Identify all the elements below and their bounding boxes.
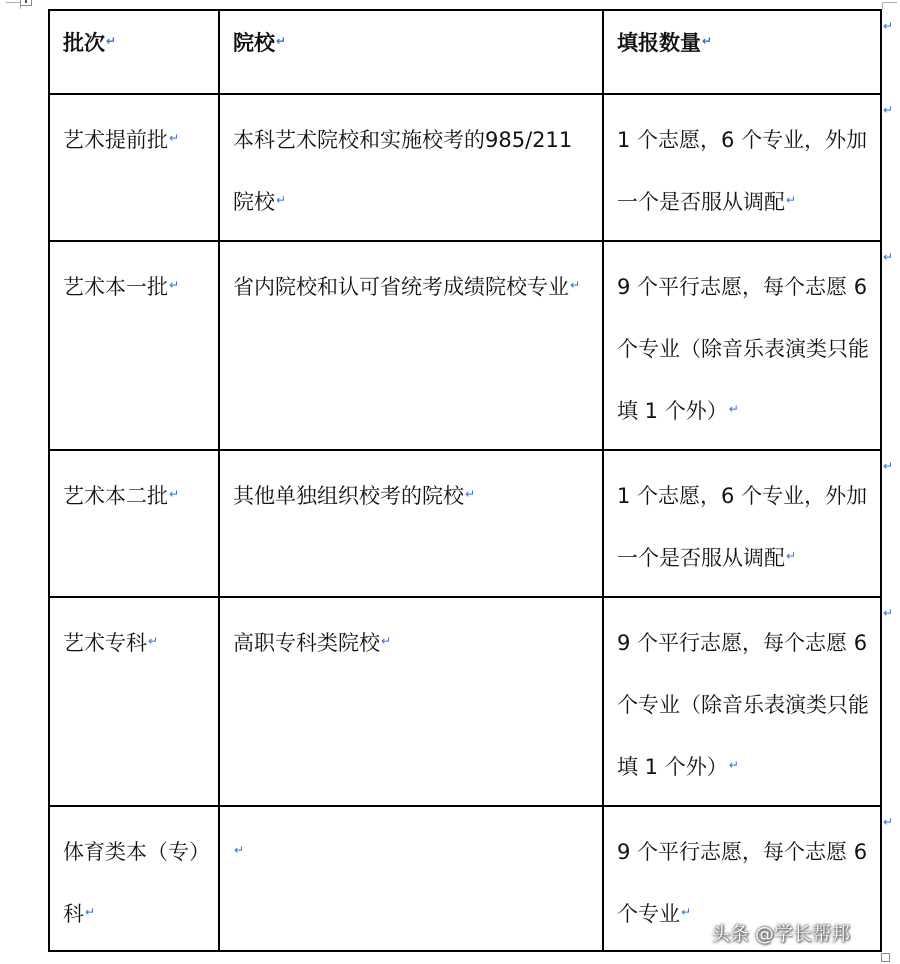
paragraph-mark-icon: ↵ xyxy=(728,402,739,416)
cell-schools: 本科艺术院校和实施校考的985/211 院校↵ xyxy=(219,94,603,241)
header-cell-schools: 院校↵ xyxy=(219,10,603,94)
cell-quota: 9 个平行志愿，每个志愿 6 个专业↵ xyxy=(603,806,881,951)
row-end-mark-icon: ↵ xyxy=(883,459,894,473)
cell-quota: 1 个志愿，6 个专业，外加一个是否服从调配↵ xyxy=(603,94,881,241)
cell-batch: 艺术专科↵ xyxy=(49,597,219,806)
page-corner-mark-left xyxy=(6,2,21,9)
table-resize-handle-icon[interactable] xyxy=(881,953,890,962)
watermark: 头条 @学长帮邦 xyxy=(711,923,851,945)
batch-table xyxy=(48,9,882,952)
paragraph-mark-icon: ↵ xyxy=(169,487,180,501)
paragraph-mark-icon: ↵ xyxy=(728,758,739,772)
cell-batch: 艺术提前批↵ xyxy=(49,94,219,241)
table-move-handle-icon[interactable] xyxy=(20,0,32,6)
paragraph-mark-icon: ↵ xyxy=(169,278,180,292)
paragraph-mark-icon: ↵ xyxy=(786,549,797,563)
row-end-mark-icon: ↵ xyxy=(883,606,894,620)
cell-schools xyxy=(219,806,603,951)
row-end-mark-icon: ↵ xyxy=(883,19,894,33)
table-row xyxy=(49,597,881,806)
paragraph-mark-icon: ↵ xyxy=(85,905,96,919)
paragraph-mark-icon: ↵ xyxy=(702,34,713,48)
paragraph-mark-icon: ↵ xyxy=(276,193,287,207)
cell-quota: 9 个平行志愿，每个志愿 6 个专业（除音乐表演类只能填 1 个外）↵ xyxy=(603,597,881,806)
paragraph-mark-icon: ↵ xyxy=(381,634,392,648)
cell-quota: 9 个平行志愿，每个志愿 6 个专业（除音乐表演类只能填 1 个外）↵ xyxy=(603,241,881,450)
cell-batch: 艺术本二批↵ xyxy=(49,450,219,597)
header-cell-batch: 批次↵ xyxy=(49,10,219,94)
cell-batch: 艺术本一批↵ xyxy=(49,241,219,450)
table-row xyxy=(49,241,881,450)
cell-quota: 1 个志愿，6 个专业，外加一个是否服从调配↵ xyxy=(603,450,881,597)
row-end-mark-icon: ↵ xyxy=(883,250,894,264)
paragraph-mark-icon: ↵ xyxy=(276,34,287,48)
paragraph-mark-icon: ↵ xyxy=(465,487,476,501)
row-end-mark-icon: ↵ xyxy=(883,103,894,117)
paragraph-mark-icon: ↵ xyxy=(786,193,797,207)
paragraph-mark-icon: ↵ xyxy=(570,278,581,292)
paragraph-mark-icon: ↵ xyxy=(169,131,180,145)
header-cell-quota: 填报数量↵ xyxy=(603,10,881,94)
paragraph-mark-icon: ↵ xyxy=(681,905,692,919)
cell-batch: 体育类本（专）科↵ xyxy=(49,806,219,951)
cell-schools: 其他单独组织校考的院校↵ xyxy=(219,450,603,597)
table-row xyxy=(49,94,881,241)
table-row xyxy=(49,450,881,597)
row-end-mark-icon: ↵ xyxy=(883,815,894,829)
paragraph-mark-icon: ↵ xyxy=(234,843,245,857)
page-corner-mark-right xyxy=(882,2,897,9)
paragraph-mark-icon: ↵ xyxy=(106,34,117,48)
cell-schools: 高职专科类院校↵ xyxy=(219,597,603,806)
paragraph-mark-icon: ↵ xyxy=(148,634,159,648)
cell-schools: 省内院校和认可省统考成绩院校专业↵ xyxy=(219,241,603,450)
table-header-row xyxy=(49,10,881,94)
